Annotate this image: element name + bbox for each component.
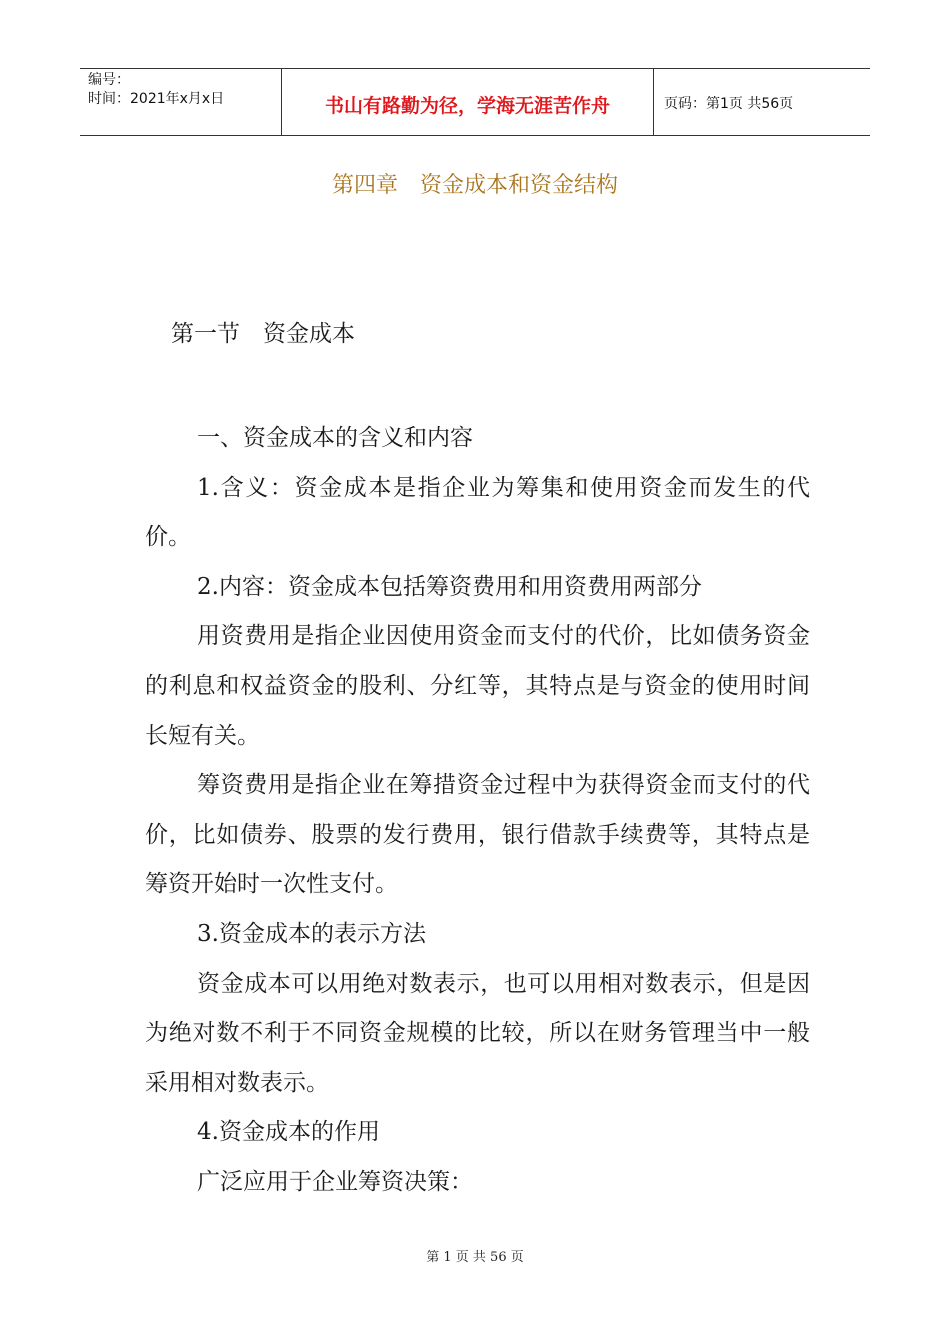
- date-label: 时间：2021年x月x日: [88, 91, 225, 107]
- page-footer: 第 1 页 共 56 页: [426, 1250, 524, 1265]
- paragraph: 资金成本可以用绝对数表示，也可以用相对数表示，但是因为绝对数不利于不同资金规模的比较，所以在财务管理当中一般采用相对数表示。: [145, 970, 810, 1096]
- paragraph: 3.资金成本的表示方法: [197, 920, 426, 947]
- paragraph: 广泛应用于企业筹资决策：: [197, 1168, 473, 1195]
- paragraph: 1.含义：资金成本是指企业为筹集和使用资金而发生的代价。: [145, 474, 810, 551]
- paragraph: 一、资金成本的含义和内容: [197, 425, 473, 451]
- paragraph: 用资费用是指企业因使用资金而支付的代价，比如债务资金的利息和权益资金的股利、分红等，其特点是与资金的使用时间长短有关。: [145, 623, 810, 749]
- paragraph: 4.资金成本的作用: [197, 1119, 380, 1146]
- paragraph: 2.内容：资金成本包括筹资费用和用资费用两部分: [197, 573, 702, 600]
- document-body: [145, 316, 810, 1208]
- section-title: 第一节 资金成本: [171, 321, 355, 347]
- paragraph-list: [145, 414, 810, 1208]
- serial-label: 编号：: [88, 72, 130, 88]
- page-header: [80, 68, 870, 136]
- header-meta: [80, 69, 282, 135]
- paragraph: 筹资费用是指企业在筹措资金过程中为获得资金而支付的代价，比如债券、股票的发行费用，银行借款手续费等，其特点是筹资开始时一次性支付。: [145, 772, 810, 898]
- header-page-info: 页码：第1页 共56页: [664, 96, 794, 112]
- chapter-title: 第四章 资金成本和资金结构: [331, 173, 618, 198]
- header-motto: 书山有路勤为径，学海无涯苦作舟: [282, 69, 654, 135]
